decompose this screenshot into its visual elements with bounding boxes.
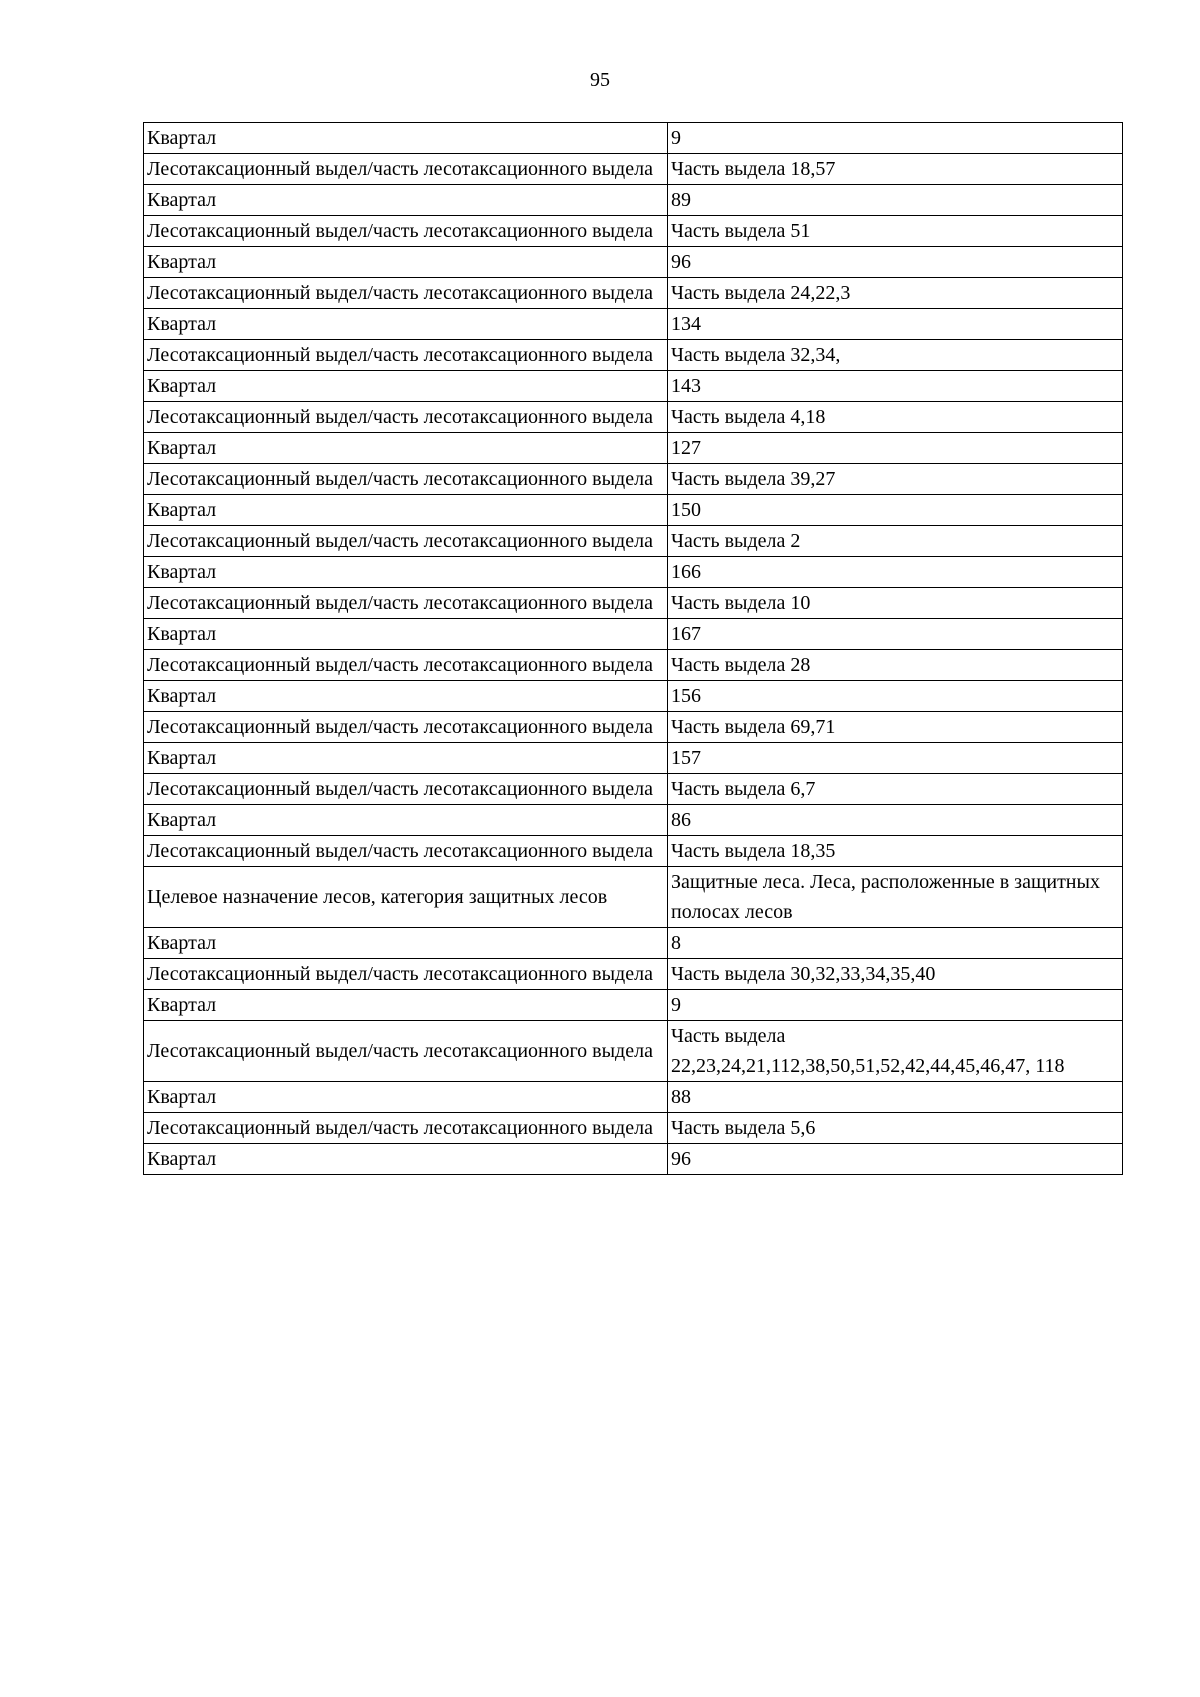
row-label-cell: Лесотаксационный выдел/часть лесотаксационного выдела [144, 278, 668, 309]
row-value-cell: 96 [668, 1144, 1123, 1175]
row-value-cell: Защитные леса. Леса, расположенные в защитных полосах лесов [668, 867, 1123, 928]
row-value-cell: Часть выдела 5,6 [668, 1113, 1123, 1144]
table-row [144, 123, 1123, 154]
row-label-cell: Квартал [144, 928, 668, 959]
table-body [144, 123, 1123, 1175]
row-label-cell: Квартал [144, 433, 668, 464]
row-label-cell: Квартал [144, 990, 668, 1021]
row-label-cell: Квартал [144, 309, 668, 340]
row-label-cell: Лесотаксационный выдел/часть лесотаксационного выдела [144, 712, 668, 743]
row-value-cell: 166 [668, 557, 1123, 588]
row-value-cell: Часть выдела 18,35 [668, 836, 1123, 867]
row-value-cell: Часть выдела 51 [668, 216, 1123, 247]
row-label-cell: Лесотаксационный выдел/часть лесотаксационного выдела [144, 340, 668, 371]
table-row [144, 619, 1123, 650]
row-label-cell: Квартал [144, 495, 668, 526]
row-value-cell: Часть выдела 2 [668, 526, 1123, 557]
table-row [144, 681, 1123, 712]
table-row [144, 650, 1123, 681]
row-value-cell: 88 [668, 1082, 1123, 1113]
row-value-cell: 8 [668, 928, 1123, 959]
table-row [144, 805, 1123, 836]
row-value-cell: 157 [668, 743, 1123, 774]
table-row [144, 247, 1123, 278]
table-row [144, 402, 1123, 433]
table-row [144, 371, 1123, 402]
table-row [144, 495, 1123, 526]
row-label-cell: Целевое назначение лесов, категория защитных лесов [144, 867, 668, 928]
row-label-cell: Лесотаксационный выдел/часть лесотаксационного выдела [144, 774, 668, 805]
table-row [144, 774, 1123, 805]
row-label-cell: Квартал [144, 681, 668, 712]
table-row [144, 928, 1123, 959]
table-row [144, 340, 1123, 371]
table-row [144, 1144, 1123, 1175]
table-row [144, 309, 1123, 340]
forest-plots-table [143, 122, 1123, 1175]
row-value-cell: 89 [668, 185, 1123, 216]
row-label-cell: Лесотаксационный выдел/часть лесотаксационного выдела [144, 588, 668, 619]
row-value-cell: Часть выдела 4,18 [668, 402, 1123, 433]
row-label-cell: Квартал [144, 371, 668, 402]
row-label-cell: Лесотаксационный выдел/часть лесотаксационного выдела [144, 464, 668, 495]
table-row [144, 959, 1123, 990]
row-value-cell: Часть выдела 69,71 [668, 712, 1123, 743]
row-value-cell: Часть выдела 32,34, [668, 340, 1123, 371]
table-row [144, 743, 1123, 774]
row-label-cell: Лесотаксационный выдел/часть лесотаксационного выдела [144, 959, 668, 990]
row-value-cell: 9 [668, 990, 1123, 1021]
row-label-cell: Лесотаксационный выдел/часть лесотаксационного выдела [144, 154, 668, 185]
row-label-cell: Квартал [144, 743, 668, 774]
table-row [144, 154, 1123, 185]
page-number: 95 [590, 69, 610, 91]
table-row [144, 712, 1123, 743]
table-row [144, 867, 1123, 928]
row-label-cell: Квартал [144, 557, 668, 588]
table-row [144, 836, 1123, 867]
row-value-cell: Часть выдела 22,23,24,21,112,38,50,51,52,42,44,45,46,47, 118 [668, 1021, 1123, 1082]
table-row [144, 185, 1123, 216]
row-value-cell: 150 [668, 495, 1123, 526]
table-row [144, 1082, 1123, 1113]
row-label-cell: Лесотаксационный выдел/часть лесотаксационного выдела [144, 836, 668, 867]
row-value-cell: Часть выдела 28 [668, 650, 1123, 681]
row-label-cell: Лесотаксационный выдел/часть лесотаксационного выдела [144, 1113, 668, 1144]
row-value-cell: Часть выдела 30,32,33,34,35,40 [668, 959, 1123, 990]
row-label-cell: Лесотаксационный выдел/часть лесотаксационного выдела [144, 216, 668, 247]
table-row [144, 433, 1123, 464]
row-value-cell: Часть выдела 6,7 [668, 774, 1123, 805]
table-row [144, 1113, 1123, 1144]
table-row [144, 990, 1123, 1021]
row-label-cell: Квартал [144, 619, 668, 650]
row-label-cell: Квартал [144, 185, 668, 216]
row-value-cell: 143 [668, 371, 1123, 402]
table-row [144, 464, 1123, 495]
row-value-cell: Часть выдела 18,57 [668, 154, 1123, 185]
row-value-cell: 127 [668, 433, 1123, 464]
row-value-cell: 156 [668, 681, 1123, 712]
row-value-cell: Часть выдела 24,22,3 [668, 278, 1123, 309]
row-value-cell: 86 [668, 805, 1123, 836]
row-label-cell: Лесотаксационный выдел/часть лесотаксационного выдела [144, 526, 668, 557]
row-label-cell: Квартал [144, 805, 668, 836]
row-value-cell: 96 [668, 247, 1123, 278]
table-row [144, 1021, 1123, 1082]
table-row [144, 588, 1123, 619]
row-label-cell: Лесотаксационный выдел/часть лесотаксационного выдела [144, 650, 668, 681]
table-row [144, 557, 1123, 588]
row-label-cell: Квартал [144, 1082, 668, 1113]
row-label-cell: Квартал [144, 247, 668, 278]
row-label-cell: Квартал [144, 1144, 668, 1175]
row-value-cell: 9 [668, 123, 1123, 154]
row-label-cell: Лесотаксационный выдел/часть лесотаксационного выдела [144, 402, 668, 433]
row-value-cell: 167 [668, 619, 1123, 650]
row-value-cell: Часть выдела 39,27 [668, 464, 1123, 495]
table-row [144, 216, 1123, 247]
row-value-cell: Часть выдела 10 [668, 588, 1123, 619]
row-label-cell: Лесотаксационный выдел/часть лесотаксационного выдела [144, 1021, 668, 1082]
table-row [144, 278, 1123, 309]
table-row [144, 526, 1123, 557]
row-value-cell: 134 [668, 309, 1123, 340]
row-label-cell: Квартал [144, 123, 668, 154]
